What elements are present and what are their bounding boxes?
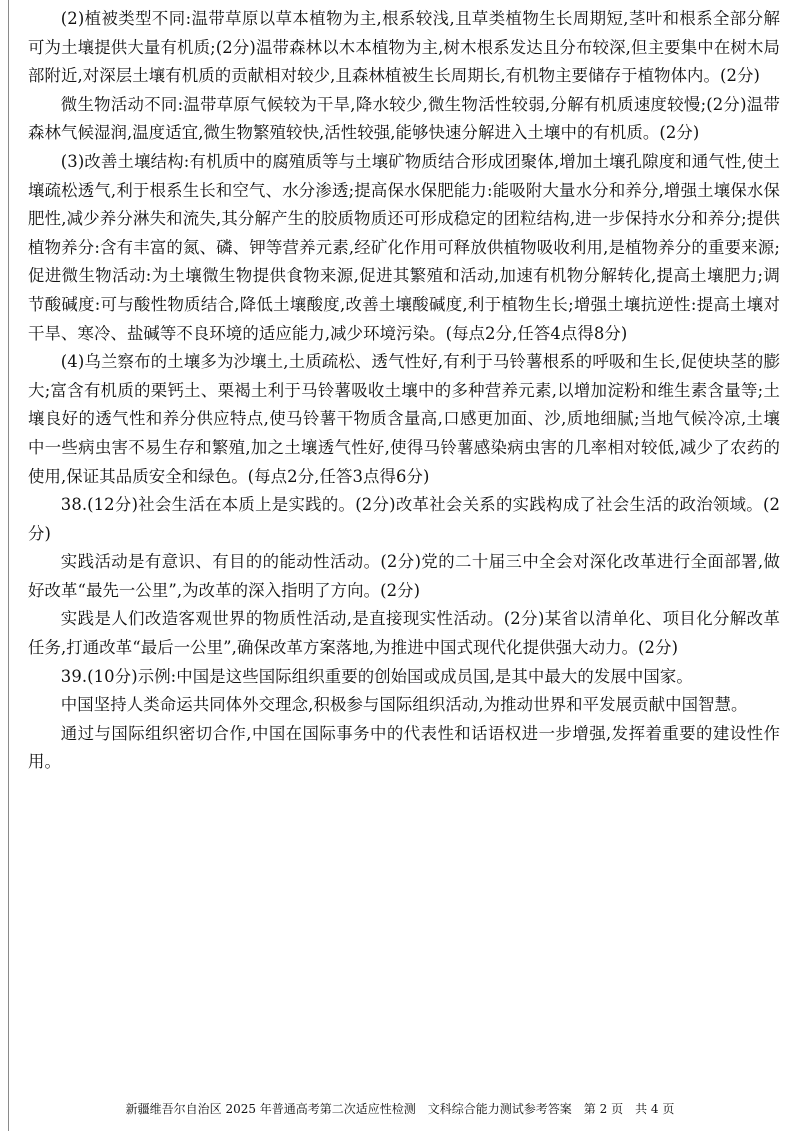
paragraph-38-material-activity: 实践是人们改造客观世界的物质性活动,是直接现实性活动。(2分)某省以清单化、项目化分解改革任务,打通改革“最后一公里”,确保改革方案落地,为推进中国式现代化提供强大动力。(2分) [28,609,780,658]
paragraph-38-intro: 38.(12分)社会生活在本质上是实践的。(2分)改革社会关系的实践构成了社会生活的政治领域。(2分) [28,495,780,543]
answer-content [28,5,780,777]
paragraph-4-potato-soil: (4)乌兰察布的土壤多为沙壤土,土质疏松、透气性好,有利于马铃薯根系的呼吸和生长,促使块茎的膨大;富含有机质的栗钙土、栗褐土利于马铃薯吸收土壤中的多种营养元素,以增加淀粉和维生素含量等;土壤良好的透气性和养分供应特点,使马铃薯干物质含量高,口感更加面、沙,质地细腻;当地气候冷凉,土壤中一些病虫害不易生存和繁殖,加之土壤透气性好,使得马铃薯感染病虫害的几率相对较低,减少了农药的使用,保证其品质安全和绿色。(每点2分,任答3点得6分) [28,352,780,486]
paragraph-39-diplomacy: 中国坚持人类命运共同体外交理念,积极参与国际组织活动,为推动世界和平发展贡献中国智慧。 [60,695,748,715]
page-left-border [8,0,9,1131]
paragraph-39-example: 39.(10分)示例:中国是这些国际组织重要的创始国或成员国,是其中最大的发展中国家。 [60,666,693,686]
paragraph-3-organic-matter-role: (3)改善土壤结构:有机质中的腐殖质等与土壤矿物质结合形成团聚体,增加土壤孔隙度和通气性,使土壤疏松透气,利于根系生长和空气、水分渗透;提高保水保肥能力:能吸附大量水分和养分,增强土壤保水保肥性,减少养分淋失和流失,其分解产生的胶质物质还可形成稳定的团粒结构,进一步保持水分和养分;提供植物养分:含有丰富的氮、磷、钾等营养元素,经矿化作用可释放供植物吸收利用,是植物养分的重要来源;促进微生物活动:为土壤微生物提供食物来源,促进其繁殖和活动,加速有机物分解转化,提高土壤肥力;调节酸碱度:可与酸性物质结合,降低土壤酸度,改善土壤酸碱度,利于植物生长;增强土壤抗逆性:提高土壤对干旱、寒冷、盐碱等不良环境的适应能力,减少环境污染。(每点2分,任答4点得8分) [28,151,780,343]
page-footer: 新疆维吾尔自治区 2025 年普通高考第二次适应性检测 文科综合能力测试参考答案 第 2 页 共 4 页 [125,1102,675,1116]
paragraph-2-microbes: 微生物活动不同:温带草原气候较为干旱,降水较少,微生物活性较弱,分解有机质速度较慢;(2分)温带森林气候湿润,温度适宜,微生物繁殖较快,活性较强,能够快速分解进入土壤中的有机质。(2分) [28,94,780,143]
paragraph-39-cooperation: 通过与国际组织密切合作,中国在国际事务中的代表性和话语权进一步增强,发挥着重要的建设性作用。 [28,723,780,772]
paragraph-38-conscious-activity: 实践活动是有意识、有目的的能动性活动。(2分)党的二十届三中全会对深化改革进行全面部署,做好改革“最先一公里”,为改革的深入指明了方向。(2分) [28,552,780,600]
paragraph-2-vegetation: (2)植被类型不同:温带草原以草本植物为主,根系较浅,且草类植物生长周期短,茎叶和根系全部分解可为土壤提供大量有机质;(2分)温带森林以木本植物为主,树木根系发达且分布较深,但主要集中在树木局部附近,对深层土壤有机质的贡献相对较少,且森林植被生长周期长,有机物主要储存于植物体内。(2分) [28,9,780,86]
